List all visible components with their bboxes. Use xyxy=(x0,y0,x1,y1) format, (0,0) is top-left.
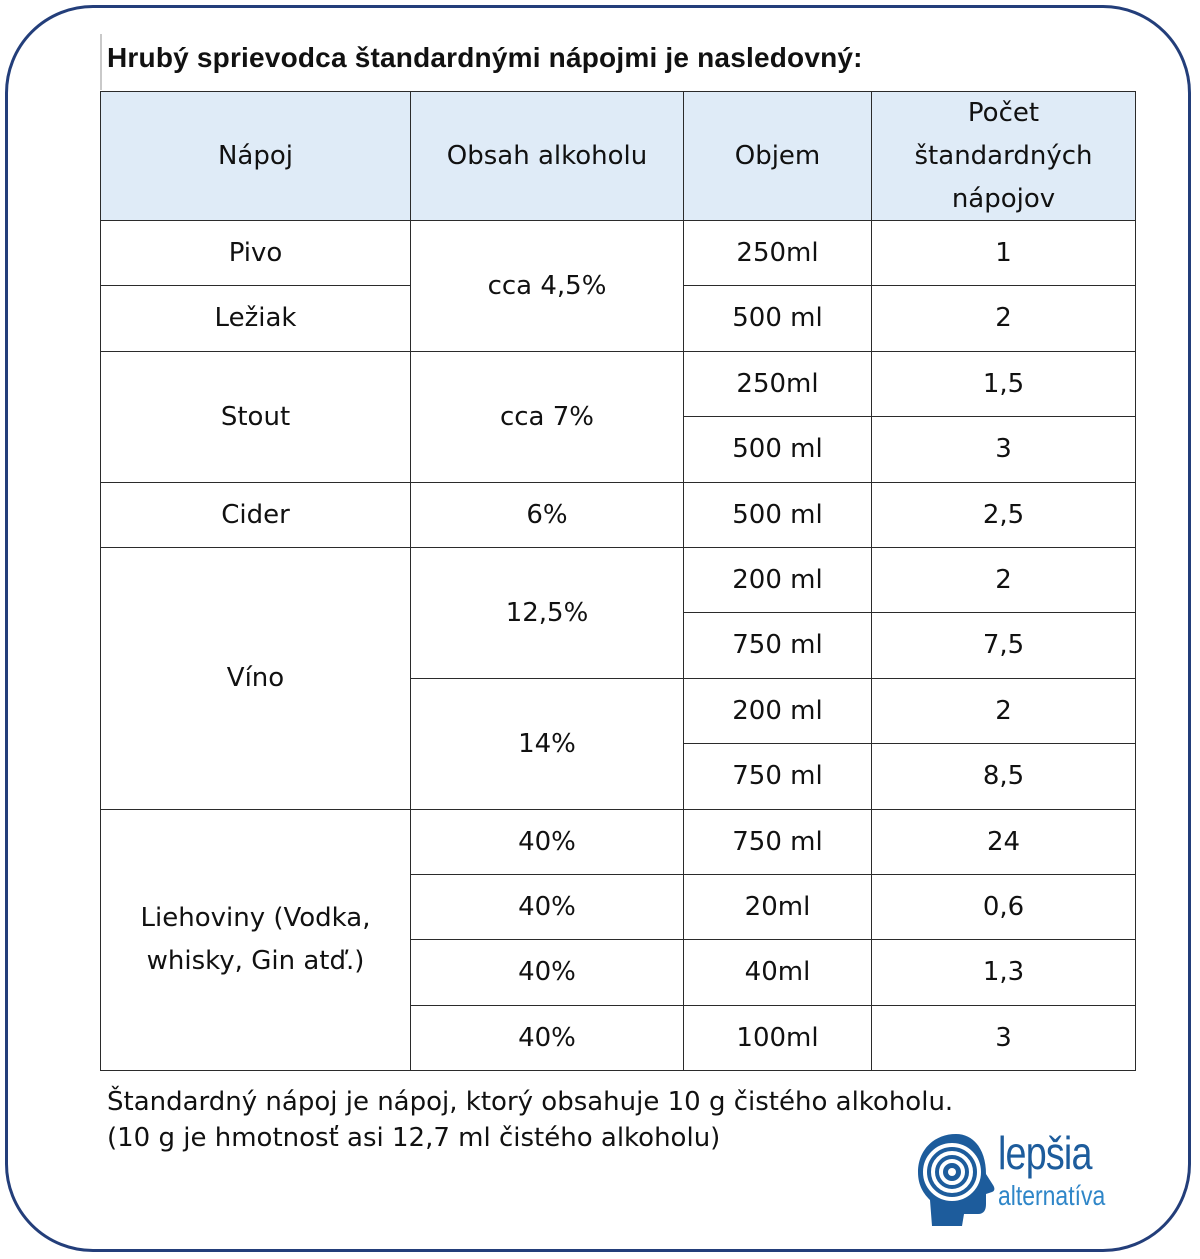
drink-cell: Pivo xyxy=(100,221,411,286)
header-standard-drinks-count: Počet štandardných nápojov xyxy=(872,91,1136,221)
alcohol-cell: 12,5% xyxy=(411,548,684,679)
volume-cell: 40ml xyxy=(684,940,872,1006)
head-profile-icon xyxy=(912,1130,996,1230)
count-cell: 1 xyxy=(872,221,1136,286)
count-cell: 0,6 xyxy=(872,875,1136,940)
count-cell: 1,3 xyxy=(872,940,1136,1006)
alcohol-cell: 40% xyxy=(411,875,684,940)
heading-divider xyxy=(100,34,102,90)
drink-cell: Ležiak xyxy=(100,286,411,352)
volume-cell: 750 ml xyxy=(684,810,872,875)
count-cell: 2 xyxy=(872,548,1136,613)
count-cell: 2,5 xyxy=(872,483,1136,548)
volume-cell: 500 ml xyxy=(684,417,872,483)
count-cell: 3 xyxy=(872,1006,1136,1071)
standard-drinks-table xyxy=(100,91,1136,1071)
volume-cell: 200 ml xyxy=(684,679,872,744)
footnote-line-2: (10 g je hmotnosť asi 12,7 ml čistého alkoholu) xyxy=(107,1123,721,1153)
drink-cell: Víno xyxy=(100,548,411,810)
alcohol-cell: 40% xyxy=(411,810,684,875)
volume-cell: 100ml xyxy=(684,1006,872,1071)
header-alcohol-content: Obsah alkoholu xyxy=(411,91,684,221)
drink-cell: Stout xyxy=(100,352,411,483)
count-cell: 2 xyxy=(872,286,1136,352)
volume-cell: 250ml xyxy=(684,352,872,417)
footnote-line-1: Štandardný nápoj je nápoj, ktorý obsahuje 10 g čistého alkoholu. xyxy=(107,1087,954,1117)
page-title: Hrubý sprievodca štandardnými nápojmi je nasledovný: xyxy=(107,42,863,73)
volume-cell: 200 ml xyxy=(684,548,872,613)
count-cell: 24 xyxy=(872,810,1136,875)
logo-wordmark: lepšia xyxy=(998,1127,1092,1179)
count-cell: 3 xyxy=(872,417,1136,483)
volume-cell: 750 ml xyxy=(684,613,872,679)
brand-logo xyxy=(912,1127,1112,1230)
alcohol-cell: 40% xyxy=(411,1006,684,1071)
alcohol-cell: cca 4,5% xyxy=(411,221,684,352)
header-volume: Objem xyxy=(684,91,872,221)
logo-tagline: alternatíva xyxy=(998,1180,1106,1211)
count-cell: 1,5 xyxy=(872,352,1136,417)
drink-cell: Liehoviny (Vodka, whisky, Gin atď.) xyxy=(100,810,411,1071)
drink-cell: Cider xyxy=(100,483,411,548)
header-drink: Nápoj xyxy=(100,91,411,221)
volume-cell: 500 ml xyxy=(684,483,872,548)
alcohol-cell: 14% xyxy=(411,679,684,810)
count-cell: 7,5 xyxy=(872,613,1136,679)
volume-cell: 500 ml xyxy=(684,286,872,352)
volume-cell: 250ml xyxy=(684,221,872,286)
footnote xyxy=(107,1084,953,1156)
count-cell: 2 xyxy=(872,679,1136,744)
alcohol-cell: 40% xyxy=(411,940,684,1006)
volume-cell: 20ml xyxy=(684,875,872,940)
alcohol-cell: cca 7% xyxy=(411,352,684,483)
count-cell: 8,5 xyxy=(872,744,1136,810)
volume-cell: 750 ml xyxy=(684,744,872,810)
alcohol-cell: 6% xyxy=(411,483,684,548)
